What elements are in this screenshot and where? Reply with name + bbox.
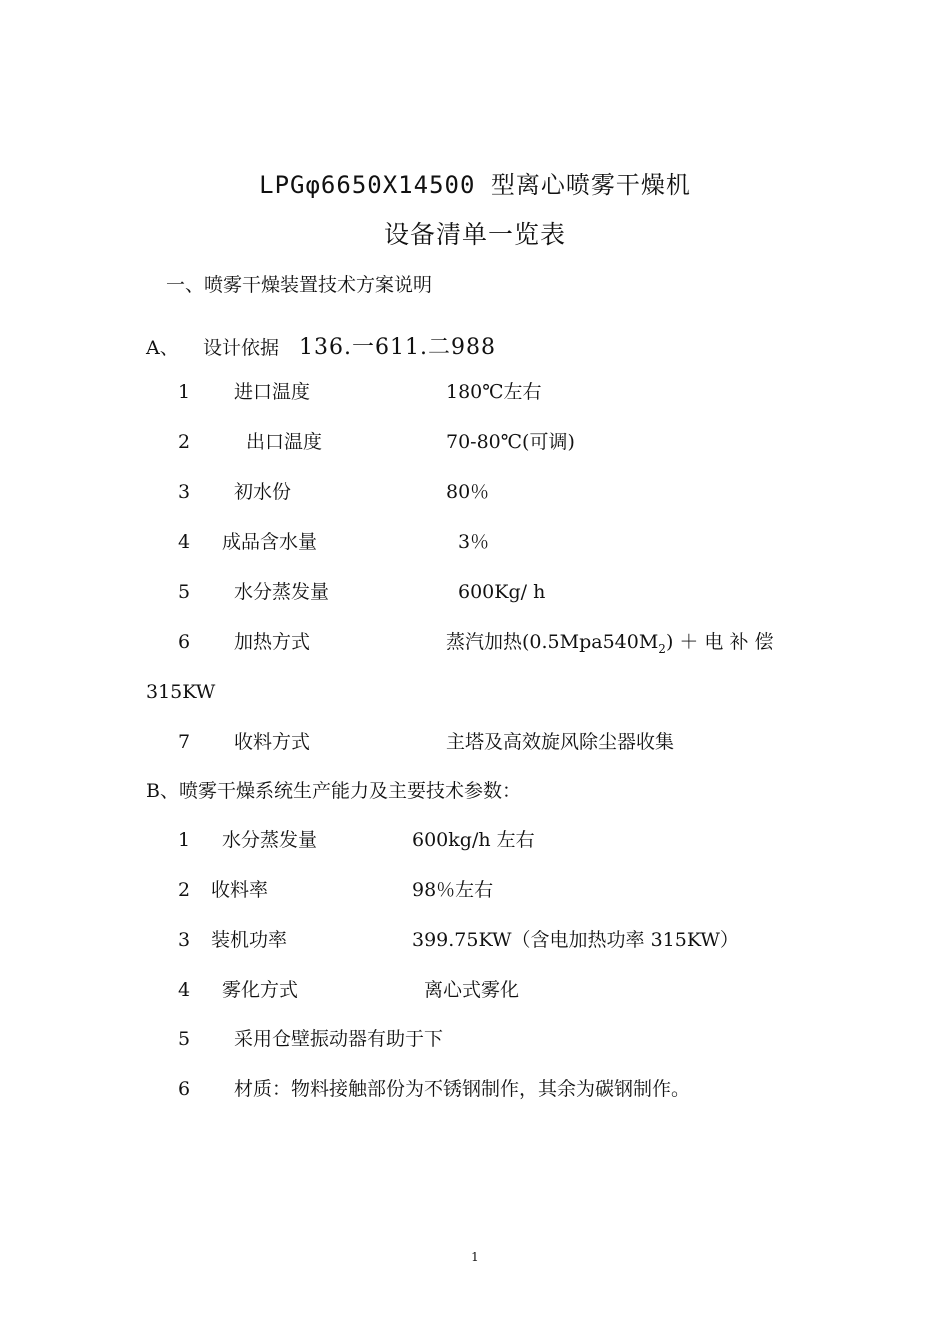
- design-basis-label: 设计依据: [203, 337, 280, 359]
- item-name: 采用仓壁振动器有助于下: [234, 1028, 444, 1050]
- item-value: 600kg/h 左右: [412, 829, 535, 851]
- item-number: 5: [178, 1028, 191, 1050]
- item-name: 出口温度: [246, 431, 323, 453]
- item-value: 主塔及高效旋风除尘器收集: [446, 731, 675, 753]
- item-name: 成品含水量: [222, 531, 318, 553]
- document-title: LPGφ6650X14500 型离心喷雾干燥机: [259, 171, 691, 199]
- item-name: 装机功率: [211, 929, 288, 951]
- item-number: 6: [178, 631, 191, 653]
- design-basis-code: 136.一611.二988: [299, 335, 496, 360]
- item-value: 离心式雾化: [424, 979, 520, 1001]
- item-name: 进口温度: [234, 381, 311, 403]
- item-number: 1: [178, 829, 191, 851]
- item-number: 7: [178, 731, 191, 753]
- item-name: 加热方式: [234, 631, 311, 653]
- item-number: 6: [178, 1078, 191, 1100]
- item-value: 3％: [458, 531, 490, 553]
- item-number: 2: [178, 431, 191, 453]
- item-number: 2: [178, 879, 191, 901]
- heating-method-subscript: 2: [658, 641, 666, 656]
- section-b-heading: B、喷雾干燥系统生产能力及主要技术参数：: [146, 780, 521, 802]
- item-name: 初水份: [234, 481, 292, 503]
- item-name: 雾化方式: [222, 979, 299, 1001]
- item-value: 399.75KW（含电加热功率 315KW）: [412, 929, 739, 951]
- section-a-heading: [203, 336, 496, 360]
- page-number: 1: [471, 1250, 479, 1264]
- item-value: [446, 630, 774, 661]
- document-subtitle: 设备清单一览表: [383, 220, 566, 249]
- item-name: 收料率: [211, 879, 269, 901]
- item-name: 水分蒸发量: [222, 829, 318, 851]
- item-number: 3: [178, 481, 191, 503]
- item-number: 4: [178, 979, 191, 1001]
- section-a-label: A、: [146, 337, 179, 359]
- section-heading-1: 一、喷雾干燥装置技术方案说明: [166, 274, 433, 296]
- heating-method-main: 蒸汽加热(0.5Mpa540M: [446, 631, 659, 653]
- item-name: 材质：物料接触部份为不锈钢制作，其余为碳钢制作。: [234, 1078, 691, 1100]
- item-value-continued: 315KW: [146, 681, 216, 703]
- item-name: 水分蒸发量: [234, 581, 330, 603]
- item-name: 收料方式: [234, 731, 311, 753]
- item-number: 5: [178, 581, 191, 603]
- item-value: 180℃左右: [446, 381, 542, 403]
- item-number: 1: [178, 381, 191, 403]
- item-number: 4: [178, 531, 191, 553]
- item-value: 70-80℃(可调): [446, 431, 575, 453]
- item-value: 98％左右: [412, 879, 494, 901]
- item-value: 600Kg/ h: [458, 581, 546, 603]
- item-value: 80％: [446, 481, 490, 503]
- item-number: 3: [178, 929, 191, 951]
- heating-method-extra: ) ＋ 电 补 偿: [665, 631, 774, 653]
